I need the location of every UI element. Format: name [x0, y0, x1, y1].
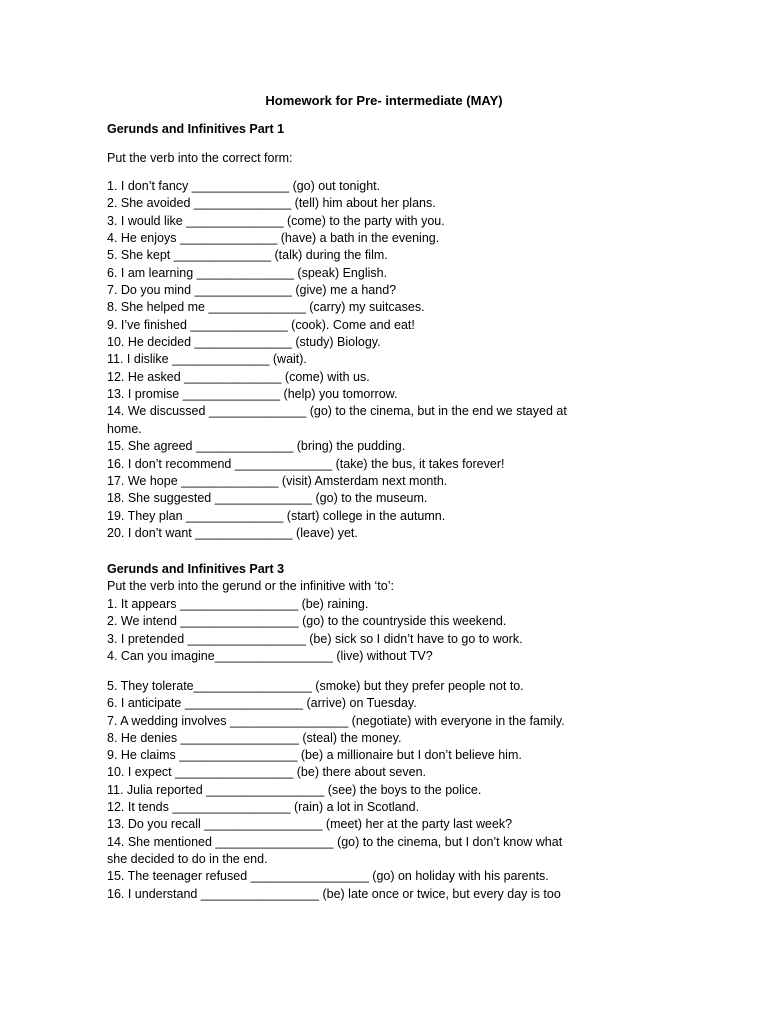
exercise-item: 5. They tolerate_________________ (smoke) but they prefer people not to. [107, 679, 524, 693]
part3-exercise-list-a [107, 596, 577, 665]
part1-exercise-list [107, 178, 577, 542]
exercise-item: 6. I am learning ______________ (speak) English. [107, 265, 388, 280]
exercise-item: 1. I don’t fancy ______________ (go) out tonight. [107, 179, 381, 193]
exercise-item: 15. The teenager refused _________________ (go) on holiday with his parents. [107, 869, 549, 884]
exercise-item: 12. He asked ______________ (come) with us. [107, 369, 370, 384]
exercise-item: 16. I don’t recommend ______________ (take) the bus, it takes forever! [107, 456, 505, 471]
exercise-item: 20. I don’t want ______________ (leave) yet. [107, 525, 358, 540]
part3-heading: Gerunds and Infinitives Part 3 [107, 562, 285, 576]
exercise-item: 3. I pretended _________________ (be) sick so I didn’t have to go to work. [107, 631, 523, 646]
exercise-item: 16. I understand _________________ (be) late once or twice, but every day is too [107, 886, 561, 901]
exercise-item: 8. He denies _________________ (steal) the money. [107, 730, 402, 745]
exercise-item: 11. Julia reported _________________ (see) the boys to the police. [107, 782, 482, 797]
exercise-item: 11. I dislike ______________ (wait). [107, 352, 307, 367]
exercise-item: 1. It appears _________________ (be) raining. [107, 597, 369, 611]
exercise-item: 5. She kept ______________ (talk) during the film. [107, 248, 388, 263]
part1-instruction: Put the verb into the correct form: [107, 151, 293, 165]
exercise-item: 18. She suggested ______________ (go) to the museum. [107, 491, 428, 506]
exercise-item: 2. We intend _________________ (go) to the countryside this weekend. [107, 614, 507, 629]
exercise-item: 10. I expect _________________ (be) there about seven. [107, 765, 427, 780]
part1-heading: Gerunds and Infinitives Part 1 [107, 122, 285, 136]
exercise-item: 10. He decided ______________ (study) Biology. [107, 335, 381, 350]
exercise-item: 13. Do you recall _________________ (meet) her at the party last week? [107, 817, 513, 832]
exercise-item: 8. She helped me ______________ (carry) my suitcases. [107, 300, 425, 315]
exercise-item: 2. She avoided ______________ (tell) him about her plans. [107, 196, 436, 211]
exercise-item: 7. A wedding involves _________________ (negotiate) with everyone in the family. [107, 713, 565, 728]
exercise-item: 6. I anticipate _________________ (arrive) on Tuesday. [107, 696, 417, 711]
exercise-item: 9. I’ve finished ______________ (cook). Come and eat! [107, 317, 415, 332]
part3-exercise-list-b [107, 678, 577, 903]
exercise-item: 19. They plan ______________ (start) college in the autumn. [107, 508, 446, 523]
exercise-item: 9. He claims _________________ (be) a millionaire but I don’t believe him. [107, 748, 522, 763]
exercise-item: 14. She mentioned _________________ (go) to the cinema, but I don’t know what she decided to do in the end. [107, 834, 563, 866]
exercise-item: 7. Do you mind ______________ (give) me a hand? [107, 283, 397, 298]
exercise-item: 4. He enjoys ______________ (have) a bath in the evening. [107, 231, 440, 246]
exercise-item: 15. She agreed ______________ (bring) the pudding. [107, 439, 406, 454]
exercise-item: 17. We hope ______________ (visit) Amsterdam next month. [107, 473, 448, 488]
exercise-item: 12. It tends _________________ (rain) a lot in Scotland. [107, 800, 420, 815]
exercise-item: 3. I would like ______________ (come) to the party with you. [107, 213, 445, 228]
exercise-item: 4. Can you imagine_________________ (live) without TV? [107, 648, 433, 663]
exercise-item: 14. We discussed ______________ (go) to the cinema, but in the end we stayed at home. [107, 404, 567, 436]
part3-instruction: Put the verb into the gerund or the infinitive with ‘to’: [107, 579, 394, 593]
page-title: Homework for Pre- intermediate (MAY) [265, 93, 503, 108]
exercise-item: 13. I promise ______________ (help) you tomorrow. [107, 387, 398, 402]
